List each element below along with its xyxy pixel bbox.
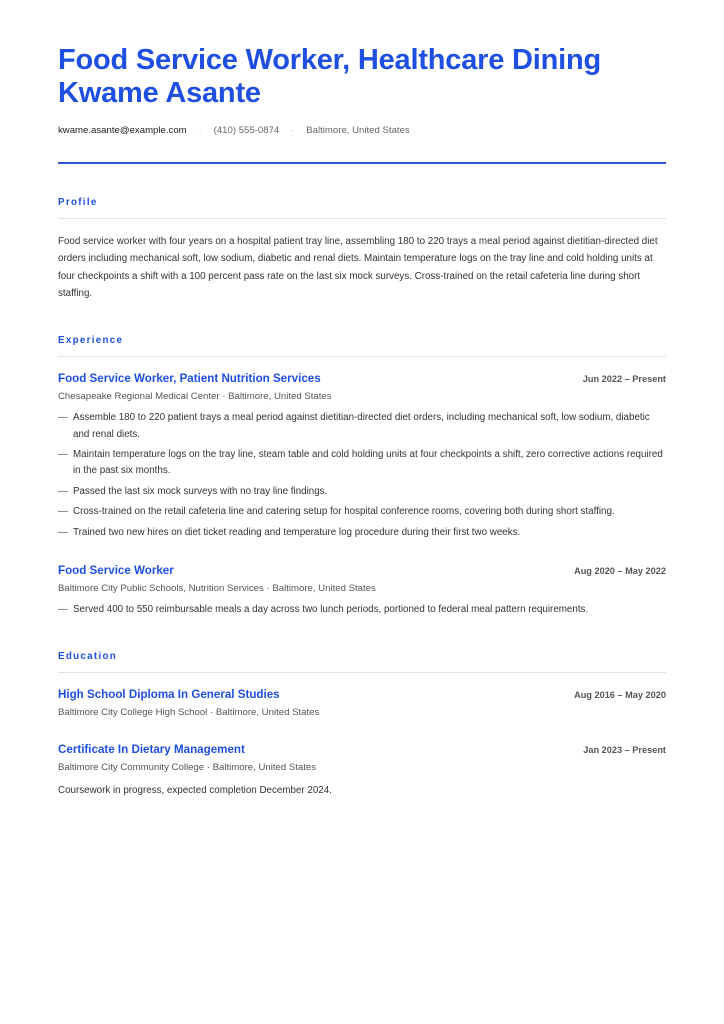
bullet-list [58,410,666,541]
contact-email: kwame.asante@example.com [58,124,187,136]
section-divider [58,218,666,219]
job-title: Food Service Worker, Healthcare Dining [58,44,602,76]
bullet-item [58,410,666,443]
contact-location: Baltimore, United States [306,124,410,136]
bullet-text: Maintain temperature logs on the tray line, steam table and cold holding units at four checkpoints a shift, zero corrective actions required in the past six months. [73,449,663,477]
resume-content [58,44,666,798]
entry-header [58,371,666,387]
degree-title: Certificate In Dietary Management [58,743,245,757]
dash-marker: — [58,449,68,460]
bullet-list [58,602,666,618]
section-divider [58,672,666,673]
job-title: Food Service Worker, Patient Nutrition Services [58,372,321,386]
bullet-text: Passed the last six mock surveys with no tray line findings. [73,485,328,497]
resume-header [58,44,666,164]
section-divider [58,356,666,357]
job-dates: Jun 2022 – Present [582,374,666,385]
dash-marker: — [58,485,68,497]
profile-text: Food service worker with four years on a hospital patient tray line, assembling 180 to 220 trays a meal period against dietitian-directed diet orders including mechanical soft, low sodium, diabetic and renal diets. Maintain temperature logs on the tray line and cold holding units at four checkpoints a shift with a 100 percent pass rate on the last six mock surveys. Cross-trained on the retail cafeteria line during short staffing. [58,236,658,299]
bullet-text: Trained two new hires on diet ticket reading and temperature log procedure during their first two weeks. [73,526,521,538]
bullet-item [58,602,666,618]
bullet-item [58,525,666,541]
education-section [58,651,666,798]
job-title: Food Service Worker [58,564,174,578]
school: Baltimore City Community College · Baltimore, United States [58,762,317,774]
section-heading-experience: Experience [58,335,124,347]
candidate-name: Kwame Asante [58,77,261,109]
section-heading-education: Education [58,651,118,663]
education-entry [58,742,666,798]
entry-header [58,742,666,758]
contact-line [58,123,666,137]
experience-entry [58,371,666,541]
entry-header [58,687,666,703]
header-divider [58,162,666,164]
education-dates: Jan 2023 – Present [583,745,666,756]
experience-section [58,335,666,618]
section-heading-profile: Profile [58,197,98,208]
bullet-text: Cross-trained on the retail cafeteria line and catering setup for hospital conference rooms, covering both during short staffing. [73,506,615,518]
education-note: Coursework in progress, expected completion December 2024. [58,785,332,797]
bullet-text: Served 400 to 550 reimbursable meals a day across two lunch periods, portioned to federal meal pattern requirements. [73,604,589,616]
bullet-item [58,447,666,480]
contact-separator: · [291,125,295,135]
dash-marker: — [58,506,68,518]
entry-header [58,563,666,579]
employer: Chesapeake Regional Medical Center · Baltimore, United States [58,391,332,403]
bullet-item [58,504,666,520]
education-dates: Aug 2016 – May 2020 [574,690,666,701]
page-title [58,44,666,110]
school: Baltimore City College High School · Baltimore, United States [58,707,320,719]
profile-section [58,197,666,302]
bullet-text: Assemble 180 to 220 patient trays a meal period against dietitian-directed diet orders, including mechanical soft, low sodium, diabetic and renal diets. [73,412,650,440]
job-dates: Aug 2020 – May 2022 [574,566,666,577]
dash-marker: — [58,412,68,424]
contact-phone: (410) 555-0874 [213,124,280,136]
dash-marker: — [58,604,68,616]
bullet-item [58,484,666,500]
experience-entry [58,563,666,618]
degree-title: High School Diploma In General Studies [58,688,280,702]
contact-separator: · [198,125,202,135]
dash-marker: — [58,526,68,538]
employer: Baltimore City Public Schools, Nutrition Services · Baltimore, United States [58,583,376,595]
education-entry [58,687,666,720]
